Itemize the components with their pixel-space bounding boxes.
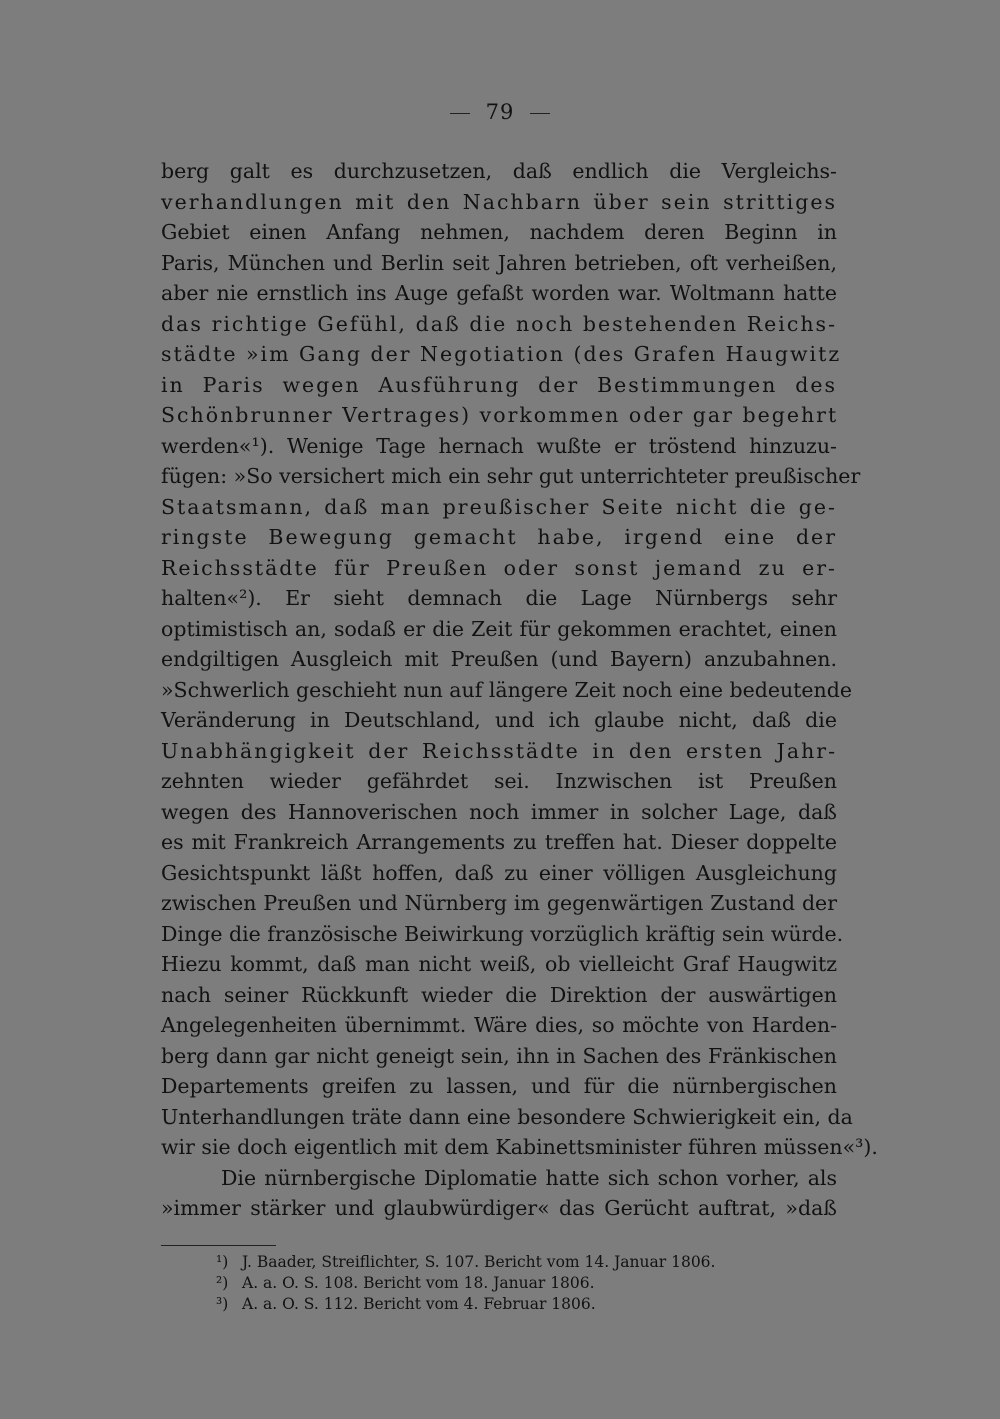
text-line: wir sie doch eigentlich mit dem Kabinettsminister führen müssen«³). bbox=[161, 1135, 878, 1159]
text-line: endgiltigen Ausgleich mit Preußen (und Bayern) anzubahnen. bbox=[161, 647, 837, 671]
text-line: Gebiet einen Anfang nehmen, nachdem deren Beginn in bbox=[161, 220, 837, 244]
text-line: Reichsstädte für Preußen oder sonst jemand zu er- bbox=[161, 555, 837, 580]
page-header bbox=[0, 100, 1000, 124]
text-line: Unterhandlungen träte dann eine besondere Schwierigkeit ein, da bbox=[161, 1104, 853, 1129]
header-dash-left bbox=[450, 113, 470, 114]
text-line: Gesichtspunkt läßt hoffen, daß zu einer völligen Ausgleichung bbox=[161, 860, 837, 885]
footnote-text: J. Baader, Streiflichter, S. 107. Bericht vom 14. Januar 1806. bbox=[242, 1253, 716, 1271]
text-line: es mit Frankreich Arrangements zu treffen hat. Dieser doppelte bbox=[161, 830, 837, 854]
text-line: Die nürnbergische Diplomatie hatte sich schon vorher, als bbox=[221, 1165, 837, 1190]
text-line: städte »im Gang der Negotiation (des Grafen Haugwitz bbox=[161, 342, 842, 366]
footnote bbox=[216, 1294, 836, 1315]
text-line: Dinge die französische Beiwirkung vorzüglich kräftig sein würde. bbox=[161, 921, 844, 946]
footnote bbox=[216, 1252, 836, 1273]
footnote-divider bbox=[161, 1245, 276, 1246]
footnote-mark: ³) bbox=[216, 1295, 229, 1313]
text-line: optimistisch an, sodaß er die Zeit für gekommen erachtet, einen bbox=[161, 616, 837, 641]
footnote bbox=[216, 1273, 836, 1294]
body-text bbox=[161, 156, 878, 1224]
text-line: Paris, München und Berlin seit Jahren betrieben, oft verheißen, bbox=[161, 250, 837, 275]
text-line: Hiezu kommt, daß man nicht weiß, ob vielleicht Graf Haugwitz bbox=[161, 952, 837, 976]
text-line: Departements greifen zu lassen, und für die nürnbergischen bbox=[161, 1074, 837, 1098]
text-line: aber nie ernstlich ins Auge gefaßt worden war. Woltmann hatte bbox=[161, 281, 837, 305]
text-line: in Paris wegen Ausführung der Bestimmungen des bbox=[161, 372, 837, 397]
text-line: wegen des Hannoverischen noch immer in solcher Lage, daß bbox=[161, 799, 837, 824]
text-line: »immer stärker und glaubwürdiger« das Gerücht auftrat, »daß bbox=[161, 1196, 837, 1220]
text-line: ringste Bewegung gemacht habe, irgend eine der bbox=[161, 525, 837, 549]
footnote-text: A. a. O. S. 108. Bericht vom 18. Januar 1806. bbox=[242, 1274, 595, 1292]
footnote-text: A. a. O. S. 112. Bericht vom 4. Februar 1806. bbox=[242, 1295, 596, 1313]
footnotes bbox=[216, 1252, 836, 1315]
text-line: halten«²). Er sieht demnach die Lage Nürnbergs sehr bbox=[161, 586, 837, 610]
header-dash-right bbox=[530, 113, 550, 114]
text-line: werden«¹). Wenige Tage hernach wußte er tröstend hinzuzu- bbox=[161, 433, 837, 458]
text-line: zwischen Preußen und Nürnberg im gegenwärtigen Zustand der bbox=[161, 891, 837, 915]
text-line: Unabhängigkeit der Reichsstädte in den ersten Jahr- bbox=[161, 738, 837, 763]
text-line: Schönbrunner Vertrages) vorkommen oder gar begehrt bbox=[161, 403, 839, 427]
text-line: das richtige Gefühl, daß die noch bestehenden Reichs- bbox=[161, 311, 837, 336]
text-line: verhandlungen mit den Nachbarn über sein strittiges bbox=[161, 189, 837, 214]
text-line: Angelegenheiten übernimmt. Wäre dies, so möchte von Harden- bbox=[161, 1013, 837, 1037]
text-line: »Schwerlich geschieht nun auf längere Zeit noch eine bedeutende bbox=[161, 677, 853, 702]
text-line: zehnten wieder gefährdet sei. Inzwischen ist Preußen bbox=[161, 769, 837, 793]
text-line: nach seiner Rückkunft wieder die Direktion der auswärtigen bbox=[161, 982, 837, 1007]
footnote-mark: ¹) bbox=[216, 1253, 229, 1271]
footnote-mark: ²) bbox=[216, 1274, 229, 1292]
text-line: fügen: »So versichert mich ein sehr gut unterrichteter preußischer bbox=[161, 464, 861, 488]
text-line: Staatsmann, daß man preußischer Seite nicht die ge- bbox=[161, 494, 837, 519]
page-number: 79 bbox=[485, 100, 515, 124]
text-line: berg galt es durchzusetzen, daß endlich die Vergleichs- bbox=[161, 159, 837, 183]
text-line: Veränderung in Deutschland, und ich glaube nicht, daß die bbox=[161, 708, 837, 732]
text-line: berg dann gar nicht geneigt sein, ihn in Sachen des Fränkischen bbox=[161, 1043, 837, 1068]
